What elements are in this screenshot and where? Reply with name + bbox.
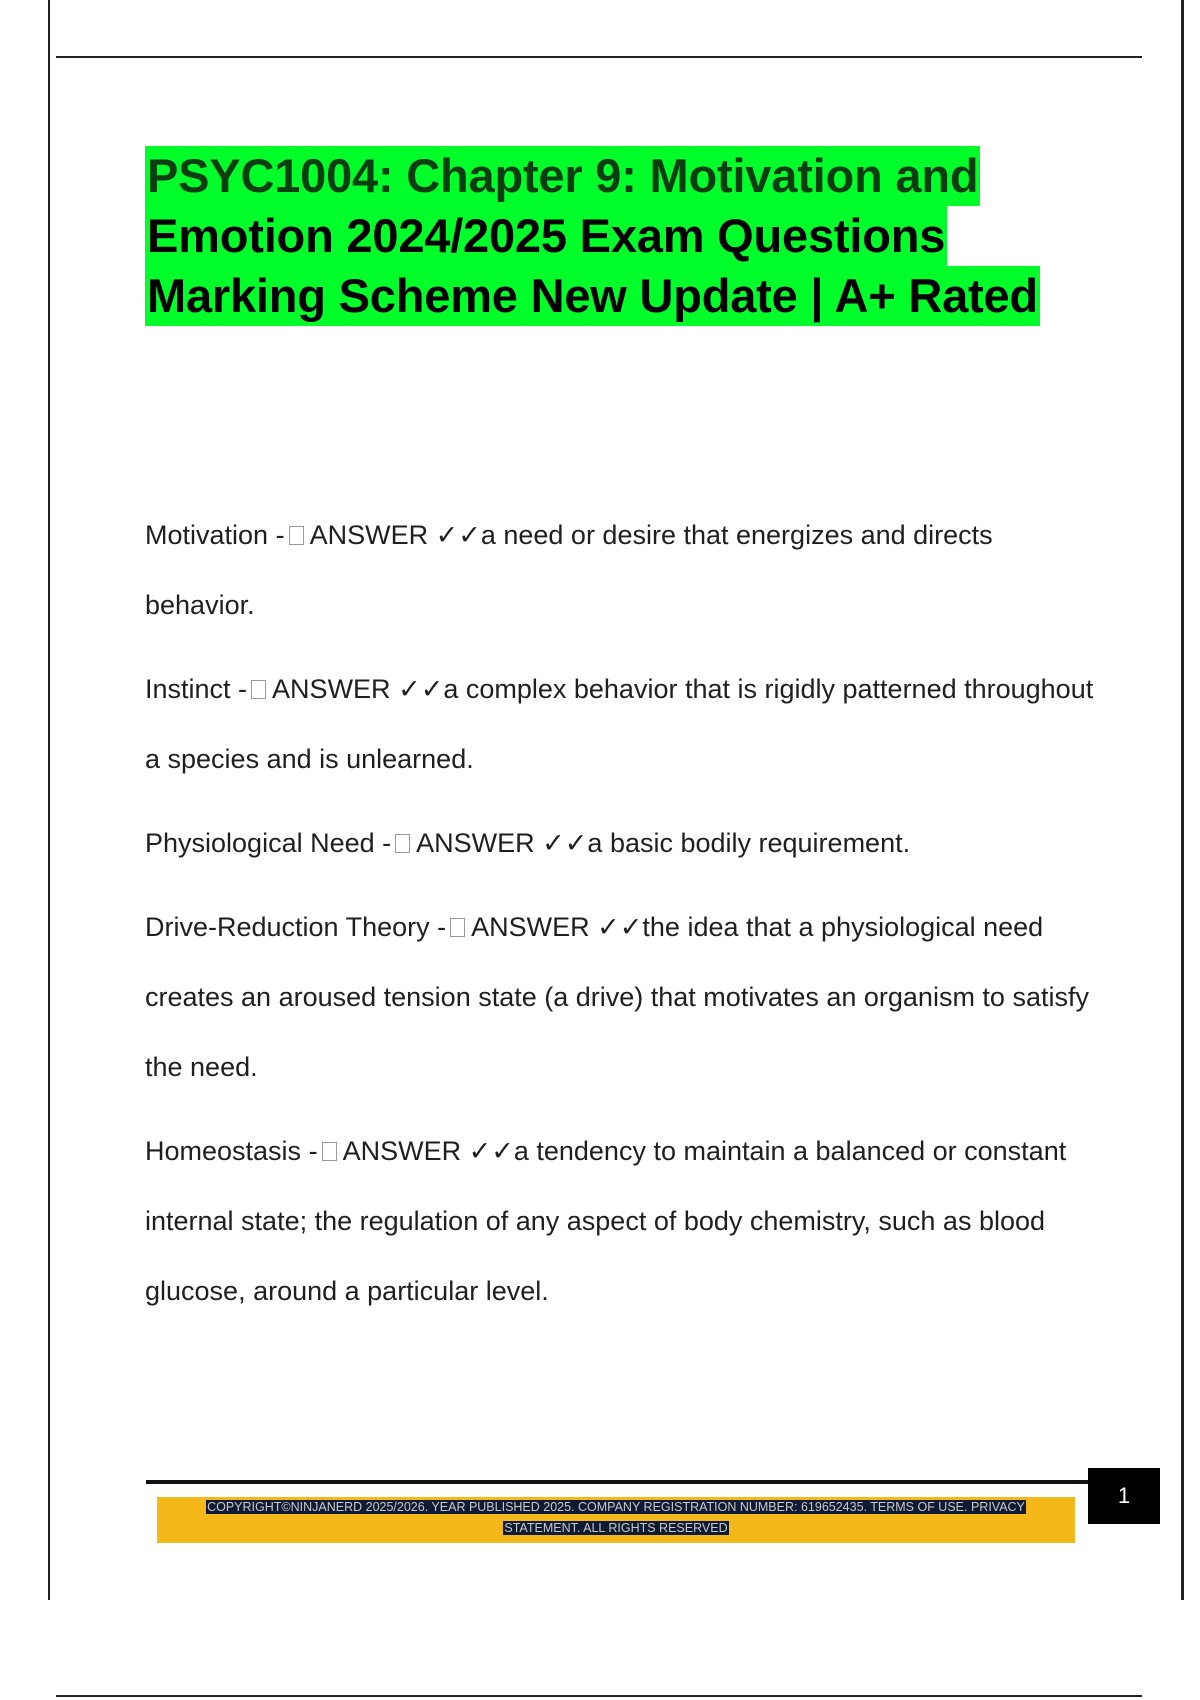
missing-glyph-icon <box>251 680 266 699</box>
missing-glyph-icon <box>395 834 410 853</box>
checkmark-icon: ✓✓ <box>398 674 444 704</box>
page-right-border <box>1181 0 1184 1600</box>
next-page-rule <box>56 1695 1142 1697</box>
qa-answer-label: ANSWER <box>272 674 391 704</box>
qa-term: Homeostasis <box>145 1136 302 1166</box>
qa-entry-drive-reduction-theory: Drive-Reduction Theory - ANSWER ✓✓the idea that a physiological need creates an aroused tension state (a drive) that motivates an organism to satisfy the need. <box>145 912 1089 1082</box>
page-left-border <box>48 0 50 1600</box>
qa-answer-label: ANSWER <box>309 520 429 550</box>
copyright-text-line-2: STATEMENT. ALL RIGHTS RESERVED <box>504 1521 728 1535</box>
title-line-3: Marking Scheme New Update | A+ Rated <box>145 266 1040 326</box>
qa-definition: the idea that a physiological need creates an aroused tension state (a drive) that motivates an organism to satisfy the need. <box>145 912 1089 1082</box>
checkmark-icon: ✓✓ <box>468 1136 514 1166</box>
qa-answer-label: ANSWER <box>342 1136 462 1166</box>
missing-glyph-icon <box>322 1142 337 1161</box>
qa-term: Instinct <box>145 674 231 704</box>
qa-term: Physiological Need <box>145 828 375 858</box>
missing-glyph-icon <box>450 918 465 937</box>
footer-rule <box>146 1480 1090 1484</box>
qa-entry-instinct: Instinct - ANSWER ✓✓a complex behavior that is rigidly patterned throughout a species and is unlearned. <box>145 674 1094 774</box>
checkmark-icon: ✓✓ <box>542 828 588 858</box>
qa-definition: a tendency to maintain a balanced or constant internal state; the regulation of any aspect of body chemistry, such as blood glucose, around a particular level. <box>145 1136 1067 1306</box>
title-line-1: PSYC1004: Chapter 9: Motivation and <box>145 146 980 206</box>
qa-answer-label: ANSWER <box>471 912 590 942</box>
checkmark-icon: ✓✓ <box>597 912 643 942</box>
qa-answer-label: ANSWER <box>416 828 535 858</box>
qa-list <box>145 500 1100 1340</box>
missing-glyph-icon <box>289 526 304 545</box>
qa-definition: a complex behavior that is rigidly patterned throughout a species and is unlearned. <box>145 674 1094 774</box>
qa-entry-physiological-need: Physiological Need - ANSWER ✓✓a basic bodily requirement. <box>145 828 911 858</box>
page-number: 1 <box>1088 1468 1160 1524</box>
qa-definition: a need or desire that energizes and directs behavior. <box>145 520 993 620</box>
qa-term: Drive-Reduction Theory <box>145 912 430 942</box>
header-rule <box>56 56 1142 58</box>
title-line-2: Emotion 2024/2025 Exam Questions <box>145 206 947 266</box>
copyright-text-line-1: COPYRIGHT©NINJANERD 2025/2026. YEAR PUBLISHED 2025. COMPANY REGISTRATION NUMBER: 619652435. TERMS OF USE. PRIVACY <box>207 1500 1025 1514</box>
checkmark-icon: ✓✓ <box>435 520 481 550</box>
qa-definition: a basic bodily requirement. <box>587 828 911 858</box>
qa-term: Motivation <box>145 520 269 550</box>
copyright-footer <box>157 1497 1075 1543</box>
qa-entry-homeostasis: Homeostasis - ANSWER ✓✓a tendency to maintain a balanced or constant internal state; the regulation of any aspect of body chemistry, such as blood glucose, around a particular level. <box>145 1136 1067 1306</box>
document-title <box>145 146 1085 326</box>
qa-entry-motivation: Motivation - ANSWER ✓✓a need or desire that energizes and directs behavior. <box>145 520 993 620</box>
